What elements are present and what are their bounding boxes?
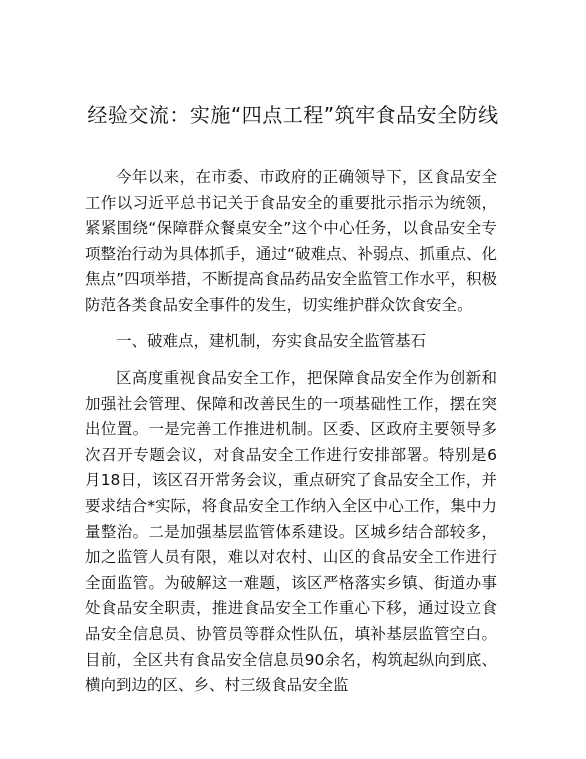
section-heading: 一、破难点，建机制，夯实食品安全监管基石 [116, 332, 427, 350]
document-title: 经验交流：实施“四点工程”筑牢食品安全防线 [87, 103, 499, 127]
body-paragraph: 区高度重视食品安全工作，把保障食品安全作为创新和加强社会管理、保障和改善民生的一项基础性工作，摆在突出位置。一是完善工作推进机制。区委、区政府主要领导多次召开专题会议，对食品安全工作进行安排部署。特别是6月18日，该区召开常务会议，重点研究了食品安全工作，并要求结合*实际，将食品安全工作纳入全区中心工作，集中力量整治。二是加强基层监管体系建设。区城乡结合部较多，加之监管人员有限，难以对农村、山区的食品安全工作进行全面监管。为破解这一难题，该区严格落实乡镇、街道办事处食品安全职责，推进食品安全工作重心下移，通过设立食品安全信息员、协管员等群众性队伍，填补基层监管空白。目前，全区共有食品安全信息员90余名，构筑起纵向到底、横向到边的区、乡、村三级食品安全监 [85, 369, 497, 695]
intro-paragraph: 今年以来，在市委、市政府的正确领导下，区食品安全工作以习近平总书记关于食品安全的重要批示指示为统领，紧紧围绕“保障群众餐桌安全”这个中心任务，以食品安全专项整治行动为具体抓手，通过“破难点、补弱点、抓重点、化焦点”四项举措，不断提高食品药品安全监管工作水平，积极防范各类食品安全事件的发生，切实维护群众饮食安全。 [85, 168, 497, 314]
